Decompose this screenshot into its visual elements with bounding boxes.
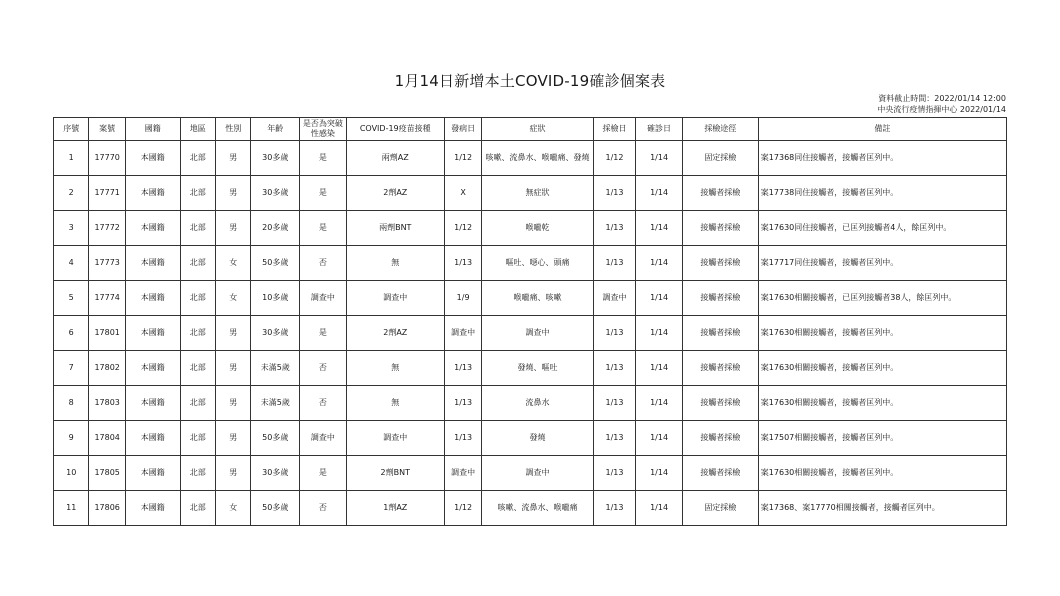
cell-symptoms: 無症狀 [482,176,593,211]
cell-nationality: 本國籍 [125,141,180,176]
header-remarks: 備註 [758,118,1006,141]
cell-vaccination: 無 [346,386,444,421]
table-row [54,281,1007,316]
cell-test-route: 固定採檢 [682,491,758,526]
cell-case-no: 17805 [89,456,125,491]
cell-case-no: 17773 [89,246,125,281]
cell-test-route: 接觸者採檢 [682,456,758,491]
cell-case-no: 17804 [89,421,125,456]
cell-breakthrough: 是 [300,141,347,176]
cell-age: 30多歲 [251,456,300,491]
cell-onset-date: 1/13 [444,386,481,421]
header-serial: 序號 [54,118,89,141]
cell-sex: 男 [216,141,251,176]
cell-vaccination: 2劑BNT [346,456,444,491]
cell-vaccination: 2劑AZ [346,176,444,211]
cell-onset-date: 調查中 [444,456,481,491]
cell-symptoms: 喉嚨痛、咳嗽 [482,281,593,316]
cell-age: 30多歲 [251,176,300,211]
cell-remarks: 案17630同住接觸者，已匡列接觸者4人，餘匡列中。 [758,211,1006,246]
cell-sex: 男 [216,421,251,456]
cell-confirm-date: 1/14 [636,176,683,211]
cell-nationality: 本國籍 [125,421,180,456]
cell-confirm-date: 1/14 [636,316,683,351]
cell-age: 30多歲 [251,316,300,351]
cell-remarks: 案17630相關接觸者，接觸者匡列中。 [758,456,1006,491]
header-case-no: 案號 [89,118,125,141]
cell-nationality: 本國籍 [125,491,180,526]
cell-nationality: 本國籍 [125,316,180,351]
cell-test-route: 接觸者採檢 [682,421,758,456]
cell-test-date: 1/13 [593,246,636,281]
cell-vaccination: 兩劑BNT [346,211,444,246]
header-age: 年齡 [251,118,300,141]
cell-sex: 男 [216,386,251,421]
cell-serial: 7 [54,351,89,386]
cell-remarks: 案17368、案17770相關接觸者，接觸者匡列中。 [758,491,1006,526]
table-row [54,351,1007,386]
cell-region: 北部 [180,316,215,351]
cell-onset-date: 1/12 [444,141,481,176]
cell-nationality: 本國籍 [125,281,180,316]
cell-onset-date: 調查中 [444,316,481,351]
cell-age: 30多歲 [251,141,300,176]
cell-breakthrough: 否 [300,246,347,281]
cell-symptoms: 調查中 [482,316,593,351]
table-row [54,141,1007,176]
cell-symptoms: 調查中 [482,456,593,491]
cell-serial: 4 [54,246,89,281]
cell-serial: 9 [54,421,89,456]
cell-case-no: 17803 [89,386,125,421]
data-source: 中央流行疫情指揮中心 2022/01/14 [877,105,1006,114]
cell-serial: 2 [54,176,89,211]
cell-nationality: 本國籍 [125,351,180,386]
cell-case-no: 17806 [89,491,125,526]
cell-nationality: 本國籍 [125,246,180,281]
cell-sex: 男 [216,176,251,211]
cell-age: 未滿5歲 [251,386,300,421]
cell-test-route: 接觸者採檢 [682,176,758,211]
cell-region: 北部 [180,386,215,421]
header-breakthrough: 是否為突破性感染 [300,118,347,141]
cell-test-route: 接觸者採檢 [682,386,758,421]
cell-symptoms: 發燒 [482,421,593,456]
cell-nationality: 本國籍 [125,456,180,491]
cell-confirm-date: 1/14 [636,351,683,386]
table-row [54,246,1007,281]
cell-case-no: 17770 [89,141,125,176]
header-onset-date: 發病日 [444,118,481,141]
cell-test-date: 1/13 [593,351,636,386]
data-cutoff-time: 資料截止時間：2022/01/14 12:00 [878,94,1006,103]
cell-age: 10多歲 [251,281,300,316]
cell-symptoms: 喉嚨乾 [482,211,593,246]
cell-region: 北部 [180,456,215,491]
cell-region: 北部 [180,141,215,176]
cell-region: 北部 [180,351,215,386]
cell-onset-date: 1/9 [444,281,481,316]
table-row [54,316,1007,351]
cell-remarks: 案17630相關接觸者，已匡列接觸者38人，餘匡列中。 [758,281,1006,316]
cell-test-route: 接觸者採檢 [682,281,758,316]
cell-onset-date: 1/13 [444,351,481,386]
cell-breakthrough: 否 [300,386,347,421]
table-header-row [54,118,1007,141]
cell-test-date: 1/13 [593,211,636,246]
cell-breakthrough: 是 [300,316,347,351]
cell-onset-date: 1/13 [444,421,481,456]
cell-confirm-date: 1/14 [636,281,683,316]
cell-serial: 10 [54,456,89,491]
cell-region: 北部 [180,491,215,526]
cell-sex: 男 [216,316,251,351]
cell-remarks: 案17738同住接觸者，接觸者匡列中。 [758,176,1006,211]
cell-onset-date: 1/12 [444,491,481,526]
page-title: 1月14日新增本土COVID-19確診個案表 [394,72,666,90]
cell-remarks: 案17630相關接觸者，接觸者匡列中。 [758,351,1006,386]
cell-sex: 女 [216,491,251,526]
cell-case-no: 17771 [89,176,125,211]
cell-onset-date: 1/12 [444,211,481,246]
cell-symptoms: 發燒、嘔吐 [482,351,593,386]
cell-breakthrough: 調查中 [300,421,347,456]
cell-region: 北部 [180,281,215,316]
cell-breakthrough: 否 [300,351,347,386]
cell-case-no: 17801 [89,316,125,351]
cell-symptoms: 咳嗽、流鼻水、喉嚨痛 [482,491,593,526]
cell-sex: 男 [216,351,251,386]
header-symptoms: 症狀 [482,118,593,141]
cell-region: 北部 [180,421,215,456]
cell-test-date: 1/13 [593,421,636,456]
cell-nationality: 本國籍 [125,386,180,421]
cell-vaccination: 兩劑AZ [346,141,444,176]
cell-case-no: 17802 [89,351,125,386]
case-table [53,117,1007,526]
cell-test-date: 1/12 [593,141,636,176]
cell-test-date: 1/13 [593,176,636,211]
cell-confirm-date: 1/14 [636,386,683,421]
cell-age: 20多歲 [251,211,300,246]
cell-symptoms: 嘔吐、噁心、頭痛 [482,246,593,281]
table-row [54,456,1007,491]
cell-serial: 3 [54,211,89,246]
cell-serial: 5 [54,281,89,316]
cell-test-route: 接觸者採檢 [682,351,758,386]
cell-serial: 6 [54,316,89,351]
cell-vaccination: 調查中 [346,281,444,316]
cell-vaccination: 1劑AZ [346,491,444,526]
cell-vaccination: 無 [346,351,444,386]
cell-onset-date: X [444,176,481,211]
cell-symptoms: 咳嗽、流鼻水、喉嚨痛、發燒 [482,141,593,176]
cell-serial: 8 [54,386,89,421]
table-row [54,176,1007,211]
cell-test-date: 1/13 [593,491,636,526]
cell-remarks: 案17507相關接觸者，接觸者匡列中。 [758,421,1006,456]
header-region: 地區 [180,118,215,141]
cell-test-date: 1/13 [593,456,636,491]
cell-remarks: 案17717同住接觸者，接觸者匡列中。 [758,246,1006,281]
header-confirm-date: 確診日 [636,118,683,141]
cell-test-route: 接觸者採檢 [682,316,758,351]
cell-region: 北部 [180,211,215,246]
cell-test-route: 接觸者採檢 [682,211,758,246]
cell-sex: 女 [216,246,251,281]
table-row [54,211,1007,246]
cell-vaccination: 2劑AZ [346,316,444,351]
cell-serial: 11 [54,491,89,526]
cell-remarks: 案17630相關接觸者，接觸者匡列中。 [758,386,1006,421]
cell-test-date: 1/13 [593,316,636,351]
cell-serial: 1 [54,141,89,176]
cell-age: 未滿5歲 [251,351,300,386]
cell-breakthrough: 是 [300,176,347,211]
cell-breakthrough: 是 [300,456,347,491]
cell-test-date: 調查中 [593,281,636,316]
cell-vaccination: 調查中 [346,421,444,456]
cell-symptoms: 流鼻水 [482,386,593,421]
cell-breakthrough: 調查中 [300,281,347,316]
cell-vaccination: 無 [346,246,444,281]
cell-sex: 男 [216,456,251,491]
cell-nationality: 本國籍 [125,176,180,211]
cell-confirm-date: 1/14 [636,211,683,246]
cell-confirm-date: 1/14 [636,246,683,281]
cell-region: 北部 [180,246,215,281]
cell-onset-date: 1/13 [444,246,481,281]
cell-remarks: 案17368同住接觸者，接觸者匡列中。 [758,141,1006,176]
cell-remarks: 案17630相關接觸者，接觸者匡列中。 [758,316,1006,351]
cell-breakthrough: 否 [300,491,347,526]
cell-confirm-date: 1/14 [636,141,683,176]
cell-sex: 女 [216,281,251,316]
cell-confirm-date: 1/14 [636,421,683,456]
cell-test-route: 固定採檢 [682,141,758,176]
cell-age: 50多歲 [251,491,300,526]
cell-sex: 男 [216,211,251,246]
header-vaccination: COVID-19疫苗接種 [346,118,444,141]
cell-test-route: 接觸者採檢 [682,246,758,281]
table-row [54,421,1007,456]
cell-age: 50多歲 [251,421,300,456]
cell-test-date: 1/13 [593,386,636,421]
header-test-route: 採檢途徑 [682,118,758,141]
table-row [54,386,1007,421]
cell-confirm-date: 1/14 [636,491,683,526]
header-nationality: 國籍 [125,118,180,141]
cell-case-no: 17774 [89,281,125,316]
cell-case-no: 17772 [89,211,125,246]
cell-age: 50多歲 [251,246,300,281]
header-sex: 性別 [216,118,251,141]
cell-breakthrough: 是 [300,211,347,246]
table-row [54,491,1007,526]
cell-region: 北部 [180,176,215,211]
cell-nationality: 本國籍 [125,211,180,246]
cell-confirm-date: 1/14 [636,456,683,491]
header-test-date: 採檢日 [593,118,636,141]
